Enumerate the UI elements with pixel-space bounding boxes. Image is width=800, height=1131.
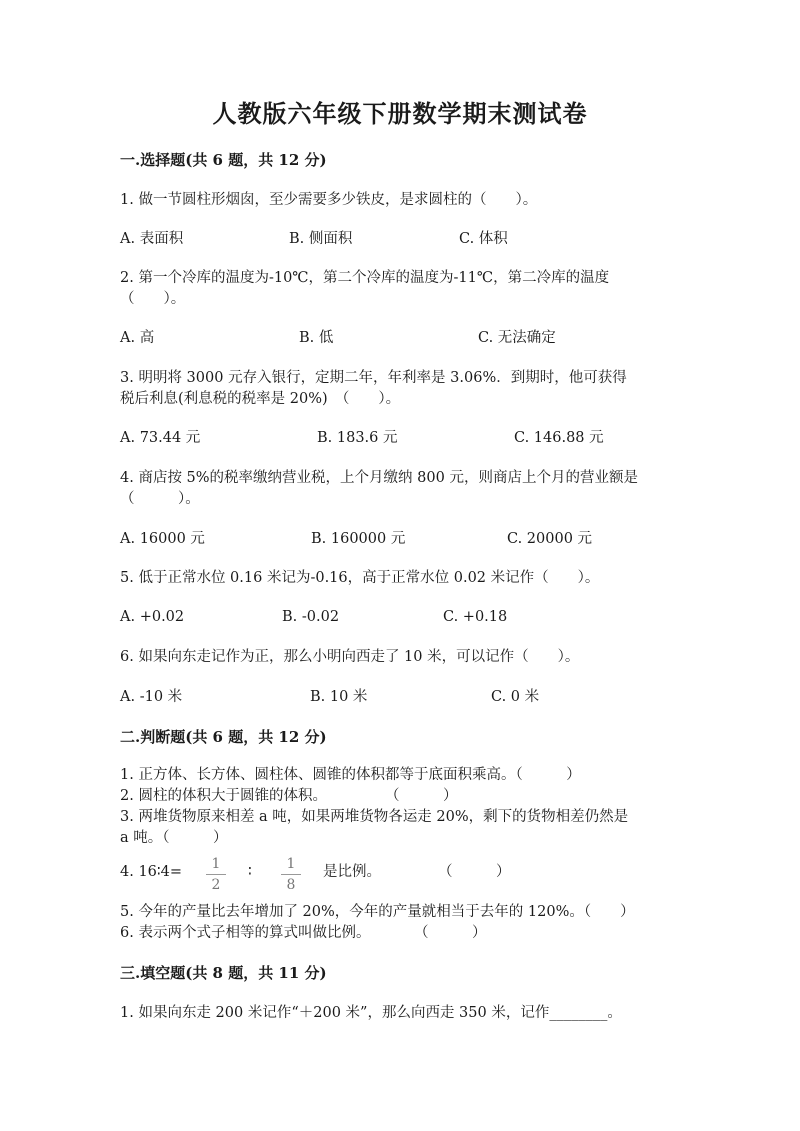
option-b: B. 侧面积	[289, 231, 353, 247]
option-c: C. 体积	[459, 231, 508, 247]
option-b: B. 10 米	[310, 689, 368, 705]
option-a: A. 表面积	[120, 231, 184, 247]
question-text: 4. 商店按 5%的税率缴纳营业税，上个月缴纳 800 元，则商店上个月的营业额是	[120, 470, 638, 486]
judge-item-4-prefix: 4. 16∶4=	[120, 864, 183, 880]
ratio-colon: ∶	[248, 864, 252, 880]
question-text: 6. 如果向东走记作为正，那么小明向西走了 10 米，可以记作（ ）。	[120, 649, 580, 665]
section-heading-choice: 一.选择题(共 6 题，共 12 分)	[120, 151, 327, 169]
option-a: A. +0.02	[120, 609, 185, 625]
option-c: C. 146.88 元	[514, 430, 604, 446]
fill-item: 1. 如果向东走 200 米记作“＋200 米”，那么向西走 350 米，记作________。	[120, 1005, 622, 1021]
question-text: 3. 明明将 3000 元存入银行，定期二年，年利率是 3.06%．到期时，他可获得	[120, 370, 627, 386]
option-c: C. 0 米	[491, 689, 540, 705]
judge-item: 5. 今年的产量比去年增加了 20%，今年的产量就相当于去年的 120%。（ ）	[120, 904, 635, 920]
judge-item: 6. 表示两个式子相等的算式叫做比例。 （ ）	[120, 925, 487, 941]
question-text: 2. 第一个冷库的温度为-10℃，第二个冷库的温度为-11℃，第二冷库的温度	[120, 270, 610, 286]
judge-item: 2. 圆柱的体积大于圆锥的体积。 （ ）	[120, 788, 458, 804]
fraction-one-half	[204, 855, 228, 894]
option-b: B. 160000 元	[311, 531, 406, 547]
option-c: C. 20000 元	[507, 531, 593, 547]
page-title: 人教版六年级下册数学期末测试卷	[212, 99, 588, 128]
fraction-denominator: 8	[286, 877, 296, 893]
fraction-bar	[206, 874, 226, 875]
fraction-bar	[281, 874, 301, 875]
fraction-denominator: 2	[211, 877, 221, 893]
answer-paren: （ ）	[438, 864, 511, 880]
judge-item: 3. 两堆货物原来相差 a 吨，如果两堆货物各运走 20%，剩下的货物相差仍然是	[120, 809, 629, 825]
option-c: C. +0.18	[443, 609, 508, 625]
fraction-one-eighth	[279, 855, 303, 894]
section-heading-judge: 二.判断题(共 6 题，共 12 分)	[120, 728, 327, 746]
judge-item-4-suffix: 是比例。	[323, 864, 381, 880]
question-text: 5. 低于正常水位 0.16 米记为-0.16，高于正常水位 0.02 米记作（ ）。	[120, 570, 600, 586]
option-b: B. 183.6 元	[317, 430, 398, 446]
question-text: 税后利息(利息税的税率是 20%) （ ）。	[120, 391, 401, 407]
option-c: C. 无法确定	[478, 330, 556, 346]
judge-item: a 吨。（ ）	[120, 830, 228, 846]
option-a: A. 16000 元	[120, 531, 205, 547]
option-a: A. 73.44 元	[120, 430, 201, 446]
fraction-numerator: 1	[286, 856, 296, 872]
option-b: B. 低	[299, 330, 334, 346]
option-b: B. -0.02	[282, 609, 340, 625]
question-text: （ ）。	[120, 491, 200, 507]
question-text: 1. 做一节圆柱形烟囱，至少需要多少铁皮，是求圆柱的（ ）。	[120, 192, 538, 208]
fraction-numerator: 1	[211, 856, 221, 872]
question-text: （ ）。	[120, 291, 186, 307]
option-a: A. 高	[120, 330, 155, 346]
section-heading-fill: 三.填空题(共 8 题，共 11 分)	[120, 964, 327, 982]
option-a: A. -10 米	[120, 689, 183, 705]
judge-item: 1. 正方体、长方体、圆柱体、圆锥的体积都等于底面积乘高。（ ）	[120, 767, 581, 783]
